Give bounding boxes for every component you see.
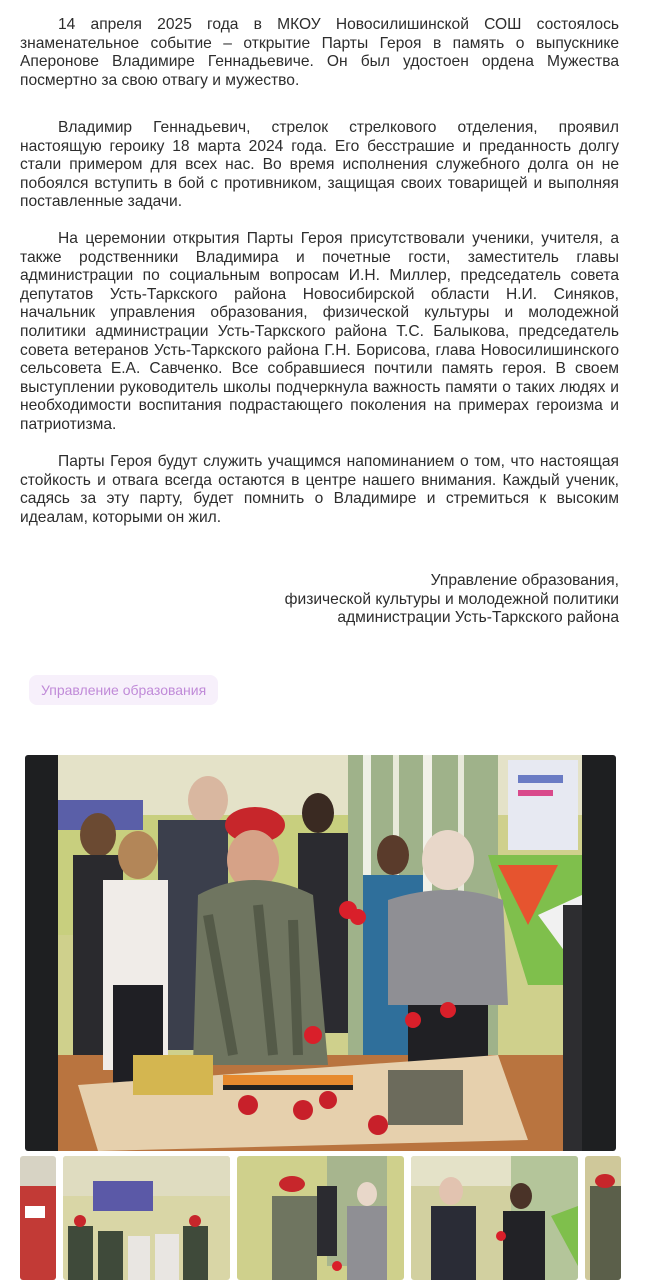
paragraph-conclusion: Парты Героя будут служить учащимся напоминанием о том, что настоящая стойкость и отвага всегда остаются в центре нашего внимания. Каждый ученик, садясь за эту парту, будет помнить о Владимире и стремиться к высоким идеалам, которыми он жил.: [20, 453, 619, 526]
gallery-thumbnail[interactable]: [411, 1156, 578, 1280]
paragraph-hero: Владимир Геннадьевич, стрелок стрелкового отделения, проявил настоящую героику 18 марта 2024 года. Его бесстрашие и преданность долгу стали примером для всех нас. Во время исполнения служебного долга он не побоялся вступить в бой с противником, защищая своих товарищей и выполняя поставленные задачи.: [20, 119, 619, 211]
paragraph-ceremony: На церемонии открытия Парты Героя присутствовали ученики, учителя, а также родственники Владимира и почетные гости, заместитель главы администрации по социальным вопросам И.Н. Миллер, председатель совета депутатов Усть-Таркского района Новосибирской области Н.И. Синяков, начальник управления образования, физической культуры и молодежной политики администрации Усть-Таркского района Т.С. Балыкова, председатель совета ветеранов Усть-Таркского района Г.Н. Борисова, глава Новосилишинского сельсовета Е.А. Савченко. Все собравшиеся почтили память героя. В своем выступлении руководитель школы подчеркнула важность памяти о таких людях и необходимости воспитания подрастающего поколения на примерах героизма и патриотизма.: [20, 230, 619, 433]
signature-line-2: физической культуры и молодежной политики: [284, 590, 619, 608]
gallery-thumbnail[interactable]: [585, 1156, 621, 1280]
gallery-main-photo-frame[interactable]: [25, 755, 616, 1151]
article-signature: [285, 572, 619, 628]
gallery-thumbnail[interactable]: [63, 1156, 230, 1280]
gallery-main-photo[interactable]: [58, 755, 582, 1151]
gallery-thumbnail[interactable]: [20, 1156, 56, 1280]
paragraph-intro: 14 апреля 2025 года в МКОУ Новосилишинской СОШ состоялось знаменательное событие – открытие Парты Героя в память о выпускнике Аперонове Владимире Геннадьевиче. Он был удостоен ордена Мужества посмертно за свою отвагу и мужество.: [20, 16, 619, 89]
gallery-thumbnail[interactable]: [237, 1156, 404, 1280]
signature-line-1: Управление образования,: [430, 572, 619, 589]
signature-line-3: администрации Усть-Таркского района: [337, 609, 619, 627]
gallery-thumbnails: [0, 1156, 671, 1280]
category-tag[interactable]: Управление образования: [29, 675, 218, 705]
